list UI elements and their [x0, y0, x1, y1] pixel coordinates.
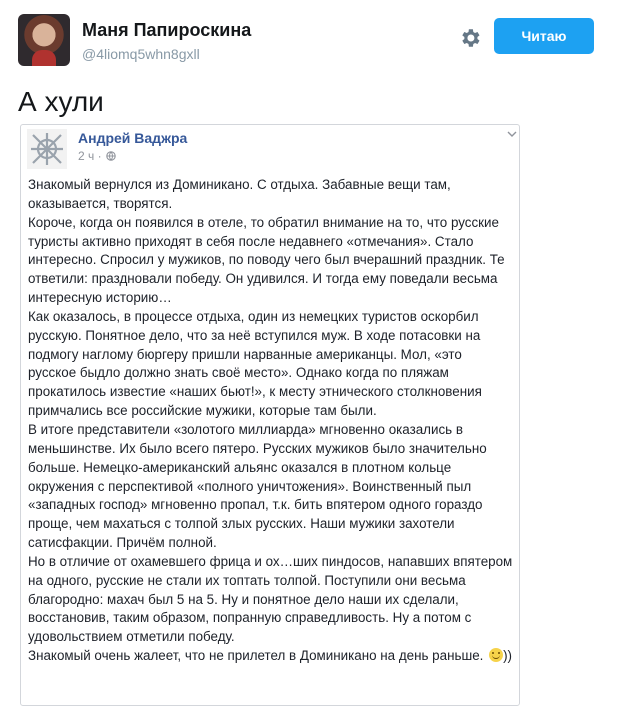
- post-paragraph: В итоге представители «золотого миллиарда» мгновенно оказались в меньшинстве. Их было всего пятеро. Русских мужиков было значительно больше. Немецко-американский альянс оказался в плотном кольце окружения с перспективой «полного уничтожения». Воинственный пыл «западных господ» мгновенно пропал, т.к. бить впятером одного гораздо проще, чем махаться с толпой злых русских. Наши мужики захотели сатисфакции. Причём полной.: [28, 421, 487, 551]
- tweet-text: А хули: [18, 86, 104, 117]
- chevron-down-icon[interactable]: [507, 129, 517, 139]
- post-paragraph: Короче, когда он появился в отеле, то обратил внимание на то, что русские туристы активно приходят в себя после недавнего «отмечания». Стало интересно. Спросил у мужиков, по поводу чего был вчерашний праздник. Те ответили: праздновали победу. Он удивился. И тогда ему поведали весьма интересную историю…: [28, 214, 505, 306]
- post-paragraph: Как оказалось, в процессе отдыха, один из немецких туристов оскорбил русскую. Понятное дело, что за неё вступился муж. В ходе потасовки на подмогу наглому бюргеру пришли нарванные американцы. Мол, «это русское быдло должно знать своё место». Однако когда по пляжам прокатилось известие «наших бьют!», к месту этнического столкновения примчались все российские мужики, которые там были.: [28, 308, 482, 419]
- post-time[interactable]: 2 ч ·: [78, 149, 102, 163]
- post-paragraph: Но в отличие от охамевшего фрица и ох…ших пиндосов, напавших впятером на одного, русские не стали их топтать толпой. Поступили они весьма благородно: махач был 5 на 5. Ну и понятное дело наши их сделали, восстановив, таким образом, попранную справедливость. Ну а потом с удовольствием отметили победу.: [28, 553, 513, 645]
- post-last-text: Знакомый очень жалеет, что не прилетел в Доминикано на день раньше.: [28, 648, 484, 664]
- avatar[interactable]: [18, 14, 70, 66]
- post-body: [28, 176, 513, 666]
- following-button[interactable]: Читаю: [494, 18, 594, 54]
- post-paragraph-last: [28, 647, 513, 666]
- post-paragraph: Знакомый вернулся из Доминикано. С отдыха. Забавные вещи там, оказывается, творятся.: [28, 177, 451, 211]
- author-avatar[interactable]: [27, 129, 67, 169]
- tweet-header: [0, 0, 620, 80]
- display-name[interactable]: Маня Папироскина: [82, 20, 252, 40]
- post-meta: [78, 149, 116, 163]
- user-handle[interactable]: @4liomq5whn8gxll: [82, 46, 200, 62]
- gear-icon[interactable]: [458, 26, 482, 50]
- post-author[interactable]: Андрей Ваджра: [78, 130, 188, 146]
- globe-icon: [106, 151, 116, 161]
- post-last-suffix: )): [503, 648, 513, 664]
- embedded-facebook-post: [20, 124, 520, 706]
- smiley-icon: [489, 648, 503, 662]
